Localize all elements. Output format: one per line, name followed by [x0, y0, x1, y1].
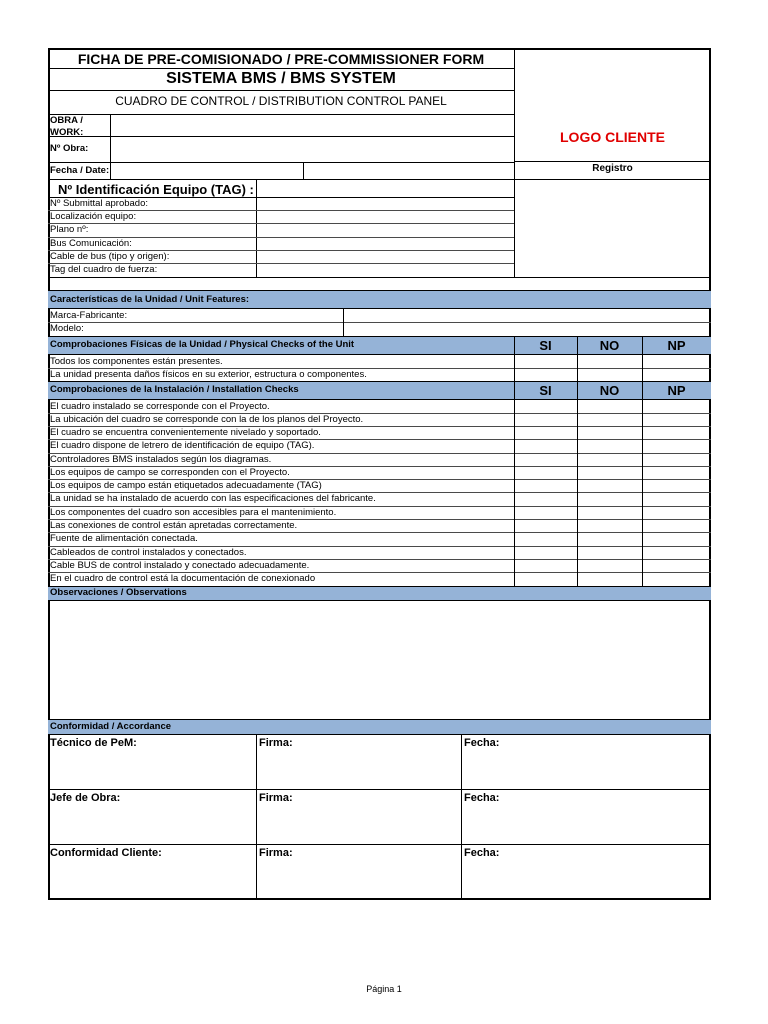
check-item: Todos los componentes están presentes. — [50, 356, 223, 367]
tag-field-label: Bus Comunicación: — [50, 238, 132, 249]
col-no: NO — [599, 338, 620, 353]
fecha-sign-label: Fecha: — [464, 792, 500, 804]
check-item: Los componentes del cuadro son accesibles para el mantenimiento. — [50, 507, 337, 518]
check-item: El cuadro dispone de letrero de identificación de equipo (TAG). — [50, 440, 315, 451]
num-obra-label: Nº Obra: — [50, 143, 89, 154]
marca-label: Marca-Fabricante: — [50, 310, 128, 321]
tag-field-label: Tag del cuadro de fuerza: — [50, 264, 158, 275]
tag-field-label: Cable de bus (tipo y origen): — [50, 251, 170, 262]
firma-label: Firma: — [259, 792, 293, 804]
fecha-sign-label: Fecha: — [464, 737, 500, 749]
check-item: Cable BUS de control instalado y conectado adecuadamente. — [50, 560, 310, 571]
signer-role: Jefe de Obra: — [50, 792, 121, 804]
fecha-label: Fecha / Date: — [50, 165, 110, 176]
check-item: En el cuadro de control está la documentación de conexionado — [50, 573, 316, 584]
check-item: Las conexiones de control están apretadas correctamente. — [50, 520, 298, 531]
form-title-panel: CUADRO DE CONTROL / DISTRIBUTION CONTROL PANEL — [115, 94, 447, 108]
check-item: Controladores BMS instalados según los diagramas. — [50, 454, 272, 465]
check-item: La unidad se ha instalado de acuerdo con las especificaciones del fabricante. — [50, 493, 376, 504]
registro-label: Registro — [592, 163, 633, 174]
check-item: Los equipos de campo se corresponden con el Proyecto. — [50, 467, 290, 478]
fecha-sign-label: Fecha: — [464, 847, 500, 859]
check-item: Cableados de control instalados y conectados. — [50, 547, 247, 558]
firma-label: Firma: — [259, 737, 293, 749]
obra-label: OBRA / WORK: — [50, 115, 84, 138]
col-si: SI — [539, 338, 552, 353]
num-obra-field[interactable] — [111, 136, 514, 162]
tag-field-label: Plano nº: — [50, 224, 89, 235]
client-logo: LOGO CLIENTE — [560, 129, 665, 145]
firma-label: Firma: — [259, 847, 293, 859]
tag-field[interactable] — [257, 179, 514, 197]
check-item: El cuadro instalado se corresponde con el Proyecto. — [50, 401, 270, 412]
col-si: SI — [539, 383, 552, 398]
col-no: NO — [599, 383, 620, 398]
form-title-main: FICHA DE PRE-COMISIONADO / PRE-COMMISSIONER FORM — [77, 51, 485, 67]
check-item: Los equipos de campo están etiquetados adecuadamente (TAG) — [50, 480, 322, 491]
signer-role: Técnico de PeM: — [50, 737, 137, 749]
obra-field[interactable] — [111, 114, 514, 136]
tag-title: Nº Identificación Equipo (TAG) : — [58, 182, 254, 197]
physical-checks-title: Comprobaciones Físicas de la Unidad / Physical Checks of the Unit — [50, 339, 355, 350]
modelo-label: Modelo: — [50, 323, 84, 334]
check-item: La ubicación del cuadro se corresponde con la de los planos del Proyecto. — [50, 414, 364, 425]
tag-field-label: Nº Submittal aprobado: — [50, 198, 148, 209]
signer-role: Conformidad Cliente: — [50, 847, 162, 859]
page-number: Página 1 — [366, 984, 402, 994]
observations-title: Observaciones / Observations — [50, 587, 187, 598]
unit-features-title: Características de la Unidad / Unit Features: — [50, 294, 250, 305]
check-item: El cuadro se encuentra convenientemente nivelado y soportado. — [50, 427, 321, 438]
form-sheet — [48, 48, 711, 900]
col-np: NP — [667, 338, 686, 353]
check-item: Fuente de alimentación conectada. — [50, 533, 198, 544]
observations-field[interactable] — [48, 601, 711, 719]
installation-checks-title: Comprobaciones de la Instalación / Installation Checks — [50, 384, 299, 395]
accordance-title: Conformidad / Accordance — [50, 721, 172, 732]
col-np: NP — [667, 383, 686, 398]
form-title-system: SISTEMA BMS / BMS SYSTEM — [166, 70, 396, 87]
check-item: La unidad presenta daños físicos en su exterior, estructura o componentes. — [50, 369, 367, 380]
tag-field-label: Localización equipo: — [50, 211, 137, 222]
fecha-field[interactable] — [111, 162, 303, 179]
